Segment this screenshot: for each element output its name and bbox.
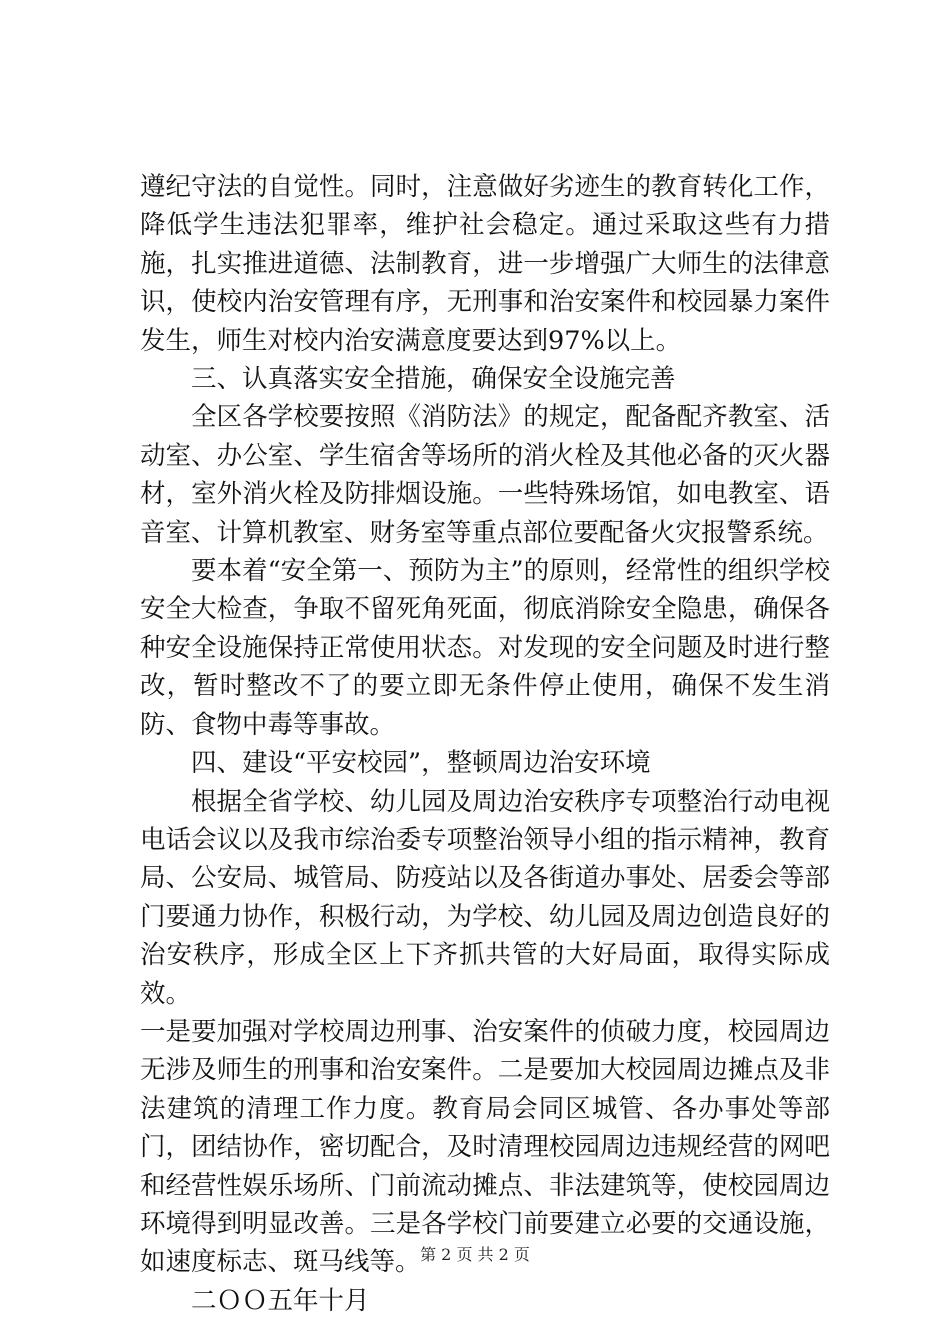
paragraph-moral-education: 遵纪守法的自觉性。同时，注意做好劣迹生的教育转化工作，降低学生违法犯罪率，维护社会稳定。通过采取这些有力措施，扎实推进道德、法制教育，进一步增强广大师生的法律意识，使校内治安管理有序，无刑事和治安案件和校园暴力案件发生，师生对校内治安满意度要达到97%以上。 <box>140 172 830 356</box>
paragraph-safety-inspection: 要本着“安全第一、预防为主”的原则，经常性的组织学校安全大检查，争取不留死角死面，彻底消除安全隐患，确保各种安全设施保持正常使用状态。对发现的安全问题及时进行整改，暂时整改不了的要立即无条件停止使用，确保不发生消防、食物中毒等事故。 <box>140 556 830 740</box>
document-date: 二ＯＯ五年十月 <box>191 1285 370 1316</box>
paragraph-surroundings-measures: 一是要加强对学校周边刑事、治安案件的侦破力度，校园周边无涉及师生的刑事和治安案件。二是要加大校园周边摊点及非法建筑的清理工作力度。教育局会同区城管、各办事处等部门，团结协作，密切配合，及时清理校园周边违规经营的网吧和经营性娱乐场所、门前流动摊点、非法建筑等，使校园周边环境得到明显改善。三是各学校门前要建立必要的交通设施，如速度标志、斑马线等。 <box>140 1016 830 1278</box>
section-heading-safe-campus: 四、建设“平安校园”，整顿周边治安环境 <box>191 748 651 779</box>
paragraph-fire-equipment: 全区各学校要按照《消防法》的规定，配备配齐教室、活动室、办公室、学生宿舍等场所的消火栓及其他必备的灭火器材，室外消火栓及防排烟设施。一些特殊场馆，如电教室、语音室、计算机教室、财务室等重点部位要配备火灾报警系统。 <box>140 402 830 548</box>
document-body <box>140 168 830 1320</box>
section-heading-safety-measures: 三、认真落实安全措施，确保安全设施完善 <box>191 364 676 395</box>
paragraph-department-cooperation: 根据全省学校、幼儿园及周边治安秩序专项整治行动电视电话会议以及我市综治委专项整治领导小组的指示精神，教育局、公安局、城管局、防疫站以及各街道办事处、居委会等部门要通力协作，积极行动，为学校、幼儿园及周边创造良好的治安秩序，形成全区上下齐抓共管的大好局面，取得实际成效。 <box>140 786 830 1009</box>
page-footer: 第 2 页 共 2 页 <box>420 1245 530 1264</box>
